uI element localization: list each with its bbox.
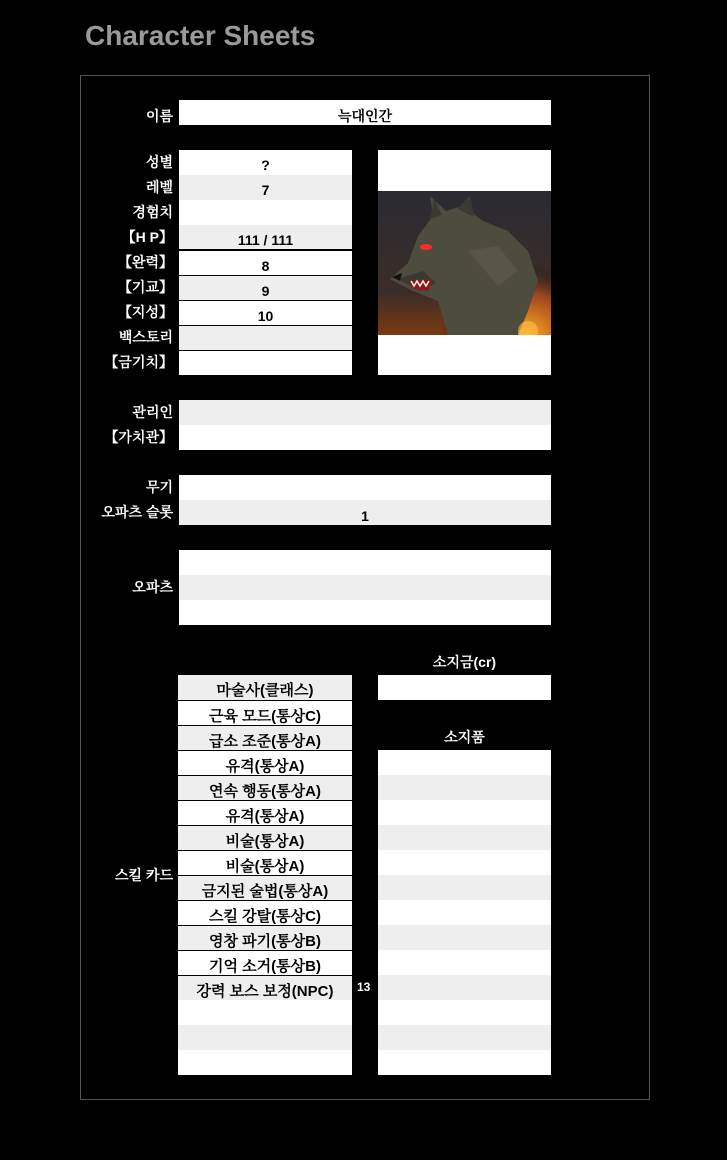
inventory-row[interactable] [378,950,551,975]
opart-row[interactable] [179,575,551,600]
skill-card-empty-row[interactable] [178,1025,352,1050]
stat-label: 【금기치】 [104,354,173,370]
inventory-row[interactable] [378,800,551,825]
manager-label: 관리인 [132,404,173,420]
oparts-label: 오파츠 [132,579,173,595]
skill-card-item[interactable]: 비술(통상A) [178,850,352,875]
stat-label: 성별 [145,154,173,170]
weapon-label: 무기 [145,479,173,495]
inventory-row[interactable] [378,750,551,775]
inventory-row[interactable] [378,1050,551,1075]
skill-card-item[interactable]: 비술(통상A) [178,825,352,850]
inventory-row[interactable] [378,1025,551,1050]
manager-value[interactable] [179,400,551,425]
inventory-row[interactable] [378,825,551,850]
stat-value[interactable] [179,350,352,375]
skill-card-item[interactable]: 근육 모드(통상C) [178,700,352,725]
name-value[interactable]: 늑대인간 [179,100,551,125]
stat-value[interactable]: 10 [179,300,352,325]
skill-card-item[interactable]: 강력 보스 보정(NPC) [178,975,352,1000]
stat-label: 【완력】 [117,254,173,270]
stat-label: 【H P】 [121,229,173,245]
skill-card-item[interactable]: 스킬 강탈(통상C) [178,900,352,925]
inventory-row[interactable] [378,900,551,925]
inventory-row[interactable] [378,975,551,1000]
opart-row[interactable] [179,550,551,575]
skill-count: 13 [357,980,371,994]
skill-cards-label: 스킬 카드 [115,867,173,883]
stat-value[interactable] [179,325,352,350]
inventory-row[interactable] [378,875,551,900]
stat-value[interactable]: ? [179,150,352,175]
opart-slot-label: 오파츠 슬롯 [101,504,173,520]
values-value[interactable] [179,425,551,450]
page-title: Character Sheets [85,20,316,51]
opart-row[interactable] [179,600,551,625]
stat-value[interactable] [179,200,352,225]
stat-value[interactable]: 8 [179,250,352,275]
skill-card-empty-row[interactable] [178,1050,352,1075]
stat-value[interactable]: 9 [179,275,352,300]
inventory-row[interactable] [378,925,551,950]
skill-card-item[interactable]: 기억 소거(통상B) [178,950,352,975]
stat-label: 레벨 [145,179,173,195]
skill-card-item[interactable]: 연속 행동(통상A) [178,775,352,800]
inventory-label: 소지품 [444,729,485,745]
inventory-row[interactable] [378,775,551,800]
stat-value[interactable]: 7 [179,175,352,200]
weapon-value[interactable] [179,475,551,500]
inventory-row[interactable] [378,850,551,875]
money-label: 소지금(cr) [432,654,497,670]
money-value[interactable] [378,675,551,700]
skill-card-empty-row[interactable] [178,1000,352,1025]
skill-card-item[interactable]: 영창 파기(통상B) [178,925,352,950]
stat-label: 【지성】 [117,304,173,320]
skill-card-item[interactable]: 급소 조준(통상A) [178,725,352,750]
stat-label: 백스토리 [118,329,173,345]
inventory-row[interactable] [378,1000,551,1025]
opart-slot-value[interactable]: 1 [179,500,551,525]
name-label: 이름 [145,108,173,124]
skill-card-item[interactable]: 금지된 술법(통상A) [178,875,352,900]
skill-card-item[interactable]: 마술사(클래스) [178,675,352,700]
stat-label: 【기교】 [117,279,173,295]
stat-label: 경험치 [132,204,173,220]
skill-card-item[interactable]: 유격(통상A) [178,800,352,825]
werewolf-portrait [378,191,551,335]
skill-card-item[interactable]: 유격(통상A) [178,750,352,775]
stat-value[interactable]: 111 / 111 [179,225,352,250]
values-label: 【가치관】 [104,429,173,445]
